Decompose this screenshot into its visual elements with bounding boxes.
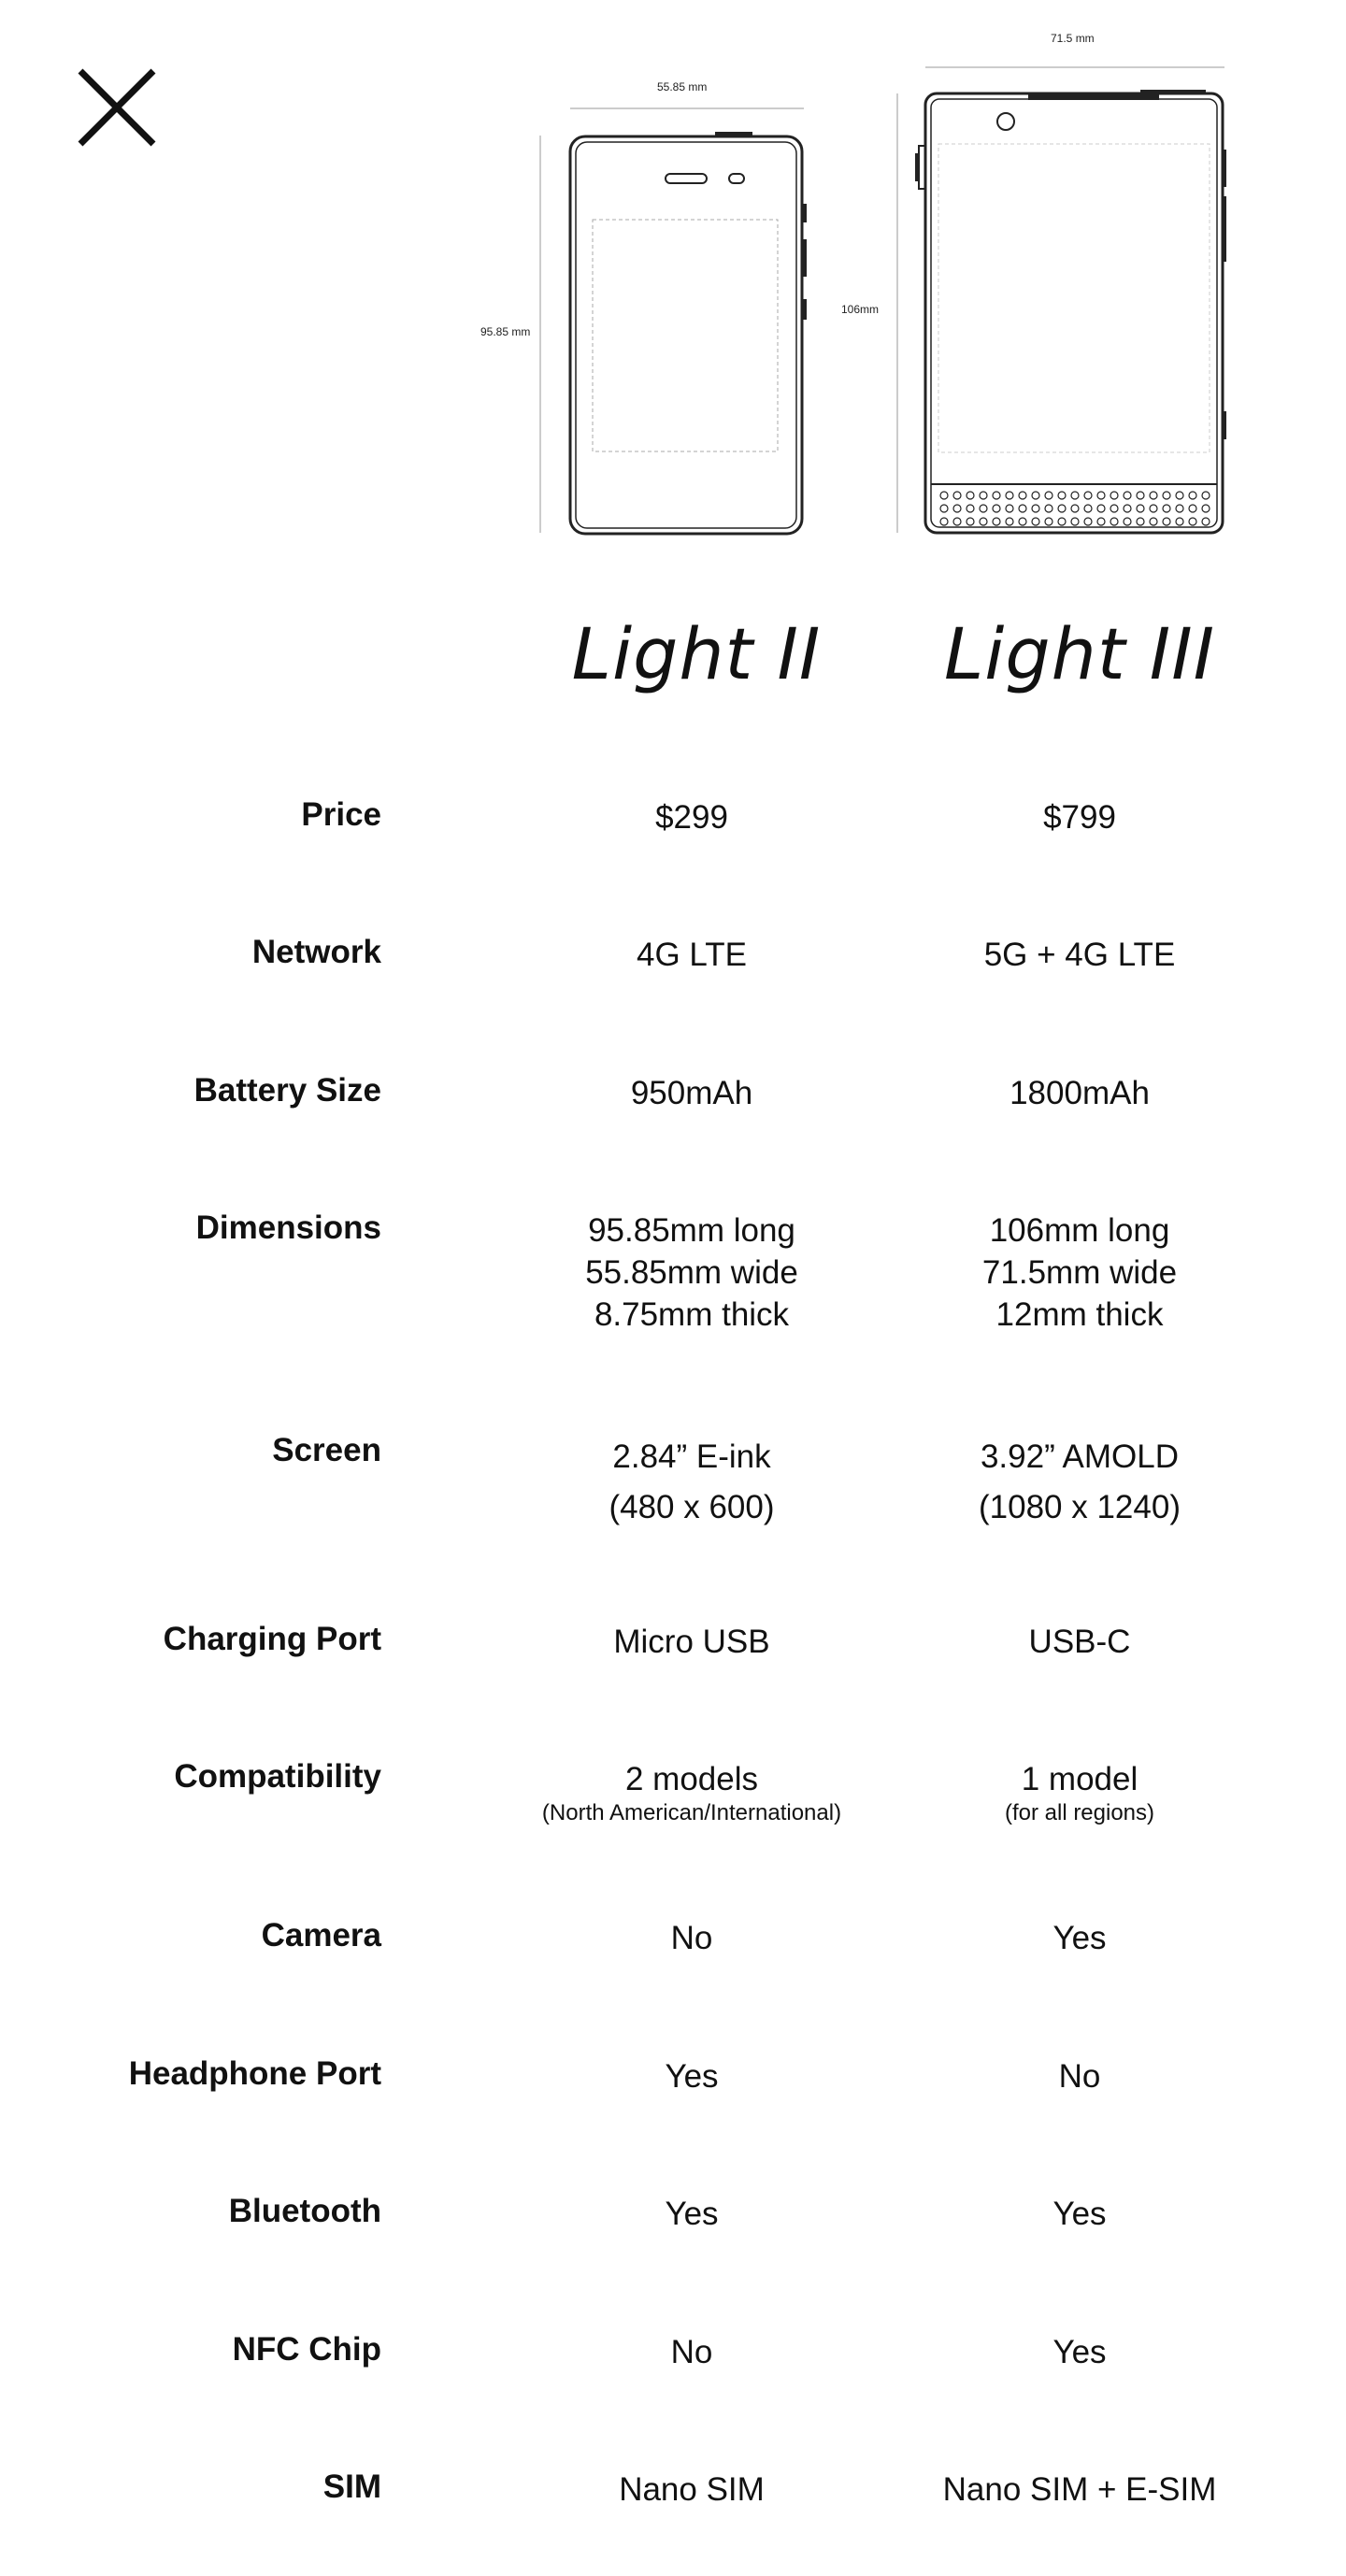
spec-label: Charging Port	[163, 1621, 381, 1657]
spec-value-light3: USB-C	[1028, 1624, 1131, 1660]
dimension-width: 55.85mm wide	[585, 1254, 798, 1291]
dimension-length: 106mm long	[989, 1212, 1170, 1249]
product-name-light2: Light II	[571, 612, 822, 695]
spec-value-light2: Nano SIM	[619, 2471, 765, 2508]
spec-value-light3: 5G + 4G LTE	[983, 937, 1176, 973]
spec-value-light2: 950mAh	[630, 1075, 753, 1111]
close-icon	[75, 65, 159, 150]
spec-value-light2: Yes	[665, 2196, 719, 2232]
spec-label: Network	[251, 934, 381, 970]
spec-value-light2: No	[670, 2334, 713, 2370]
dimension-length: 95.85mm long	[588, 1212, 795, 1249]
light2-height-label: 95.85 mm	[480, 325, 531, 338]
spec-value-light3: $799	[1043, 799, 1116, 836]
spec-value-light3: No	[1058, 2058, 1101, 2095]
spec-value-light3: Yes	[1052, 2334, 1107, 2370]
spec-label: SIM	[322, 2469, 381, 2505]
spec-value-light2: Yes	[665, 2058, 719, 2095]
spec-label: NFC Chip	[232, 2331, 381, 2368]
product-name-light3: Light III	[943, 612, 1216, 695]
compatibility-note: (North American/International)	[541, 1800, 842, 1825]
screen-size: 3.92” AMOLD	[980, 1438, 1180, 1475]
spec-value-light2	[495, 1432, 888, 1533]
spec-value-light2: 4G LTE	[636, 937, 747, 973]
spec-value-light2: No	[670, 1920, 713, 1956]
spec-value-light3	[883, 1432, 1276, 1533]
spec-value-light3	[883, 1758, 1276, 1826]
spec-value-light2	[495, 1209, 888, 1336]
light3-phone-outline	[888, 56, 1234, 542]
light2-width-label: 55.85 mm	[657, 80, 708, 93]
spec-value-light3	[883, 1209, 1276, 1336]
compatibility-models: 2 models	[624, 1761, 759, 1797]
compatibility-note: (for all regions)	[1004, 1800, 1155, 1825]
dimension-width: 71.5mm wide	[981, 1254, 1178, 1291]
spec-value-light2: $299	[655, 799, 728, 836]
spec-label: Bluetooth	[228, 2193, 381, 2229]
spec-value-light2	[495, 1758, 888, 1826]
spec-value-light3: Yes	[1052, 2196, 1107, 2232]
screen-size: 2.84” E-ink	[612, 1438, 771, 1475]
compatibility-models: 1 model	[1021, 1761, 1138, 1797]
spec-value-light3: Yes	[1052, 1920, 1107, 1956]
spec-label: Battery Size	[193, 1072, 381, 1109]
dimension-thickness: 8.75mm thick	[594, 1296, 790, 1333]
spec-value-light3: 1800mAh	[1010, 1075, 1150, 1111]
spec-label: Headphone Port	[128, 2055, 381, 2092]
close-button[interactable]	[75, 65, 159, 150]
screen-resolution: (480 x 600)	[609, 1489, 775, 1525]
spec-label: Compatibility	[174, 1758, 381, 1795]
spec-label: Dimensions	[195, 1209, 381, 1246]
dimension-thickness: 12mm thick	[995, 1296, 1164, 1333]
spec-value-light3: Nano SIM + E-SIM	[942, 2471, 1217, 2508]
light3-width-label: 71.5 mm	[1051, 32, 1095, 45]
light3-height-label: 106mm	[841, 303, 880, 316]
light2-phone-outline	[533, 93, 813, 542]
spec-value-light2: Micro USB	[613, 1624, 770, 1660]
spec-label: Camera	[261, 1917, 381, 1953]
spec-label: Price	[301, 796, 381, 833]
spec-label: Screen	[272, 1432, 381, 1468]
screen-resolution: (1080 x 1240)	[979, 1489, 1181, 1525]
